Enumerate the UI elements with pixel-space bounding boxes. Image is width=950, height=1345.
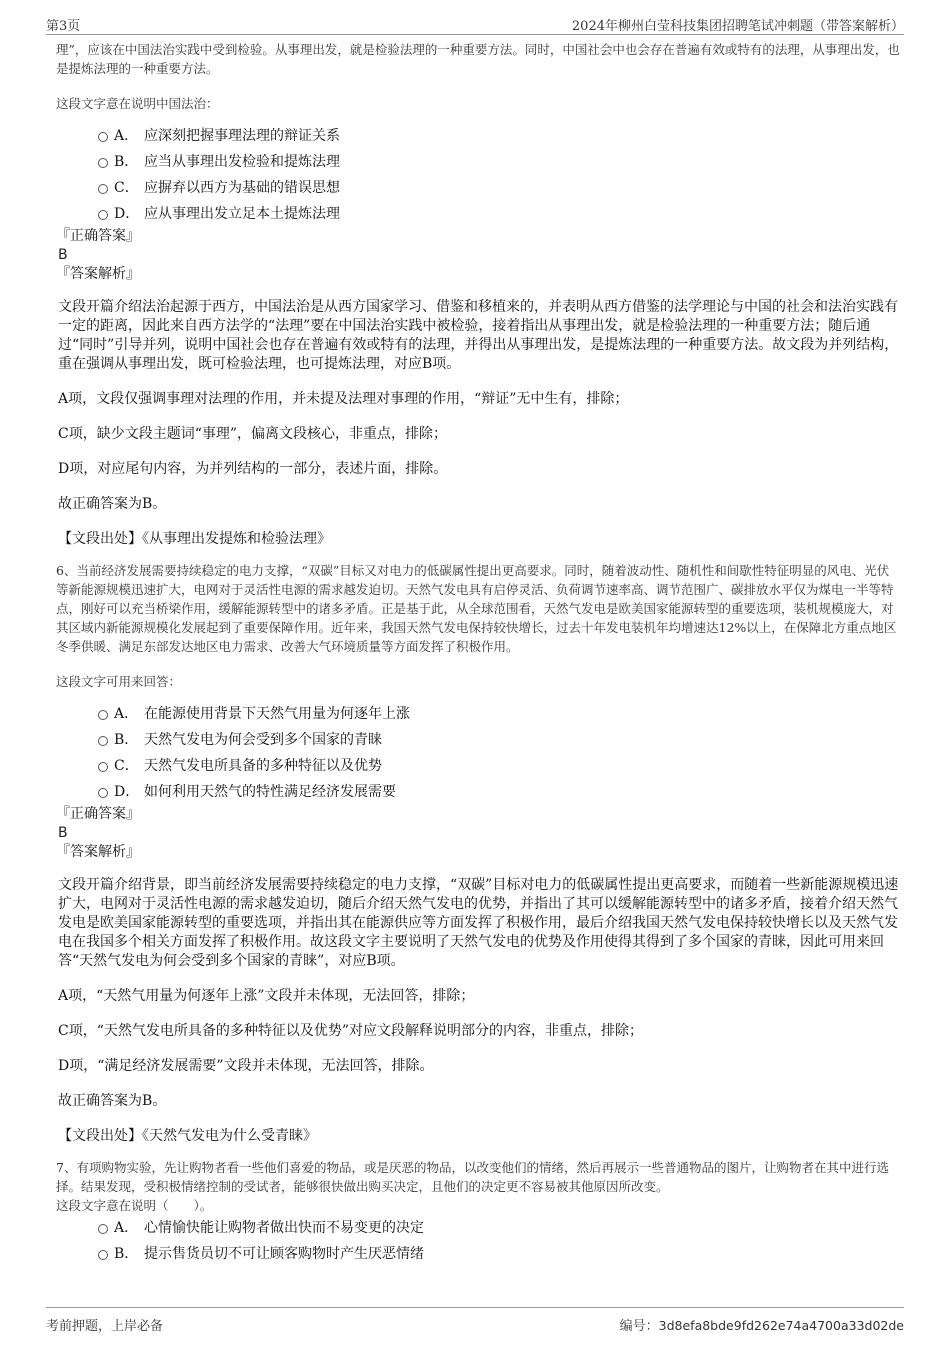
radio-icon[interactable] [98, 132, 108, 142]
option-text: 天然气发电为何会受到多个国家的青睐 [144, 732, 382, 748]
radio-icon[interactable] [98, 1224, 108, 1234]
radio-icon[interactable] [98, 762, 108, 772]
radio-icon[interactable] [98, 184, 108, 194]
explain-d: D项，“满足经济发展需要”文段并未体现，无法回答，排除。 [58, 1058, 434, 1074]
final-answer: 故正确答案为B。 [58, 1093, 167, 1109]
source-line: 【文段出处】《从事理出发提炼和检验法理》 [58, 531, 331, 547]
explain-a: A项，“天然气用量为何逐年上涨”文段并未体现，无法回答，排除； [58, 988, 475, 1004]
footer-slogan: 考前押题，上岸必备 [46, 1319, 164, 1334]
analysis-label: 『答案解析』 [56, 844, 140, 860]
radio-icon[interactable] [98, 158, 108, 168]
question-prompt: 这段文字可用来回答： [56, 674, 182, 689]
option-letter: D． [114, 206, 140, 222]
option-c[interactable] [56, 175, 900, 201]
document-code [620, 1315, 904, 1334]
option-letter: B． [114, 1246, 139, 1262]
option-letter: B． [114, 154, 139, 170]
radio-icon[interactable] [98, 736, 108, 746]
option-letter: B． [114, 732, 139, 748]
analysis-text: 文段开篇介绍法治起源于西方，中国法治是从西方国家学习、借鉴和移植来的，并表明从西方借鉴的法学理论与中国的社会和法治实践有一定的距离，因此来自西方法学的“法理”要在中国法治实践中被检验，接着指出从事理出发，就是检验法理的一种重要方法；随后通过“同时”引导并列，说明中国社会也存在普遍有效或特有的法理，并得出从事理出发，是提炼法理的一种重要方法。故文段为并列结构，重在强调从事理出发，既可检验法理，也可提炼法理，对应B项。 [58, 299, 899, 372]
option-letter: A． [114, 1220, 139, 1236]
code-label: 编号： [619, 1319, 659, 1334]
explain-c: C项，“天然气发电所具备的多种特征以及优势”对应文段解释说明部分的内容，非重点，排除； [58, 1023, 644, 1039]
option-text: 应当从事理出发检验和提炼法理 [144, 154, 340, 170]
option-b[interactable] [56, 149, 900, 175]
explain-a: A项，文段仅强调事理对法理的作用，并未提及法理对事理的作用，“辩证”无中生有，排除； [58, 391, 629, 407]
option-letter: A． [114, 706, 139, 722]
answer-label: 『正确答案』 [56, 806, 140, 822]
page-footer [46, 1307, 904, 1334]
radio-icon[interactable] [98, 788, 108, 798]
option-letter: C． [114, 758, 139, 774]
analysis-text: 文段开篇介绍背景，即当前经济发展需要持续稳定的电力支撑，“双碳”目标对电力的低碳属性提出更高要求，而随着一些新能源规模迅速扩大，电网对于灵活性电源的需求越发迫切，随后介绍天然气发电的优势，并指出了其可以缓解能源转型中的诸多矛盾，接着介绍天然气发电是欧美国家能源转型的重要选项，并指出其在能源供应等方面发挥了积极作用，最后介绍我国天然气发电保持较快增长以及天然气发电在我国多个相关方面发挥了积极作用。故这段文字主要说明了天然气发电的优势及作用使得其得到了多个国家的青睐，因此可用来回答“天然气发电为何会受到多个国家的青睐”，对应B项。 [58, 877, 899, 969]
explain-d: D项，对应尾句内容，为并列结构的一部分，表述片面，排除。 [58, 461, 448, 477]
option-text: 提示售货员切不可让顾客购物时产生厌恶情绪 [144, 1246, 424, 1262]
option-list [56, 123, 900, 227]
source-line: 【文段出处】《天然气发电为什么受青睐》 [58, 1128, 317, 1144]
answer-value: B [58, 825, 68, 841]
radio-icon[interactable] [98, 710, 108, 720]
option-text: 心情愉快能让购物者做出快而不易变更的决定 [144, 1220, 424, 1236]
option-letter: A． [114, 128, 139, 144]
question-5 [56, 40, 900, 549]
option-text: 天然气发电所具备的多种特征以及优势 [144, 758, 382, 774]
option-text: 应摒弃以西方为基础的错误思想 [144, 180, 340, 196]
radio-icon[interactable] [98, 210, 108, 220]
document-body [56, 40, 900, 1267]
option-a[interactable] [56, 701, 900, 727]
question-prompt: 这段文字意在说明（ ）。 [56, 1198, 213, 1213]
option-letter: D． [114, 784, 140, 800]
option-text: 应深刻把握事理法理的辩证关系 [144, 128, 340, 144]
question-passage: 7、有项购物实验，先让购物者看一些他们喜爱的物品，或是厌恶的物品，以改变他们的情绪，然后再展示一些普通物品的图片，让购物者在其中进行选择。结果发现，受积极情绪控制的受试者，能够很快做出购买决定，且他们的决定更不容易被其他原因所改变。 [56, 1160, 889, 1194]
option-list [56, 1215, 900, 1267]
option-c[interactable] [56, 753, 900, 779]
option-text: 应从事理出发立足本土提炼法理 [144, 206, 340, 222]
radio-icon[interactable] [98, 1250, 108, 1260]
question-prompt: 这段文字意在说明中国法治： [56, 96, 219, 111]
option-b[interactable] [56, 1241, 900, 1267]
page-number: 第3页 [46, 19, 81, 34]
option-text: 如何利用天然气的特性满足经济发展需要 [144, 784, 396, 800]
option-text: 在能源使用背景下天然气用量为何逐年上涨 [144, 706, 410, 722]
explain-c: C项，缺少文段主题词“事理”，偏离文段核心，非重点，排除； [58, 426, 448, 442]
option-list [56, 701, 900, 805]
option-d[interactable] [56, 201, 900, 227]
option-a[interactable] [56, 123, 900, 149]
document-title: 2024年柳州白莹科技集团招聘笔试冲刺题（带答案解析） [571, 19, 904, 34]
option-b[interactable] [56, 727, 900, 753]
code-value: 3d8efa8bde9fd262e74a4700a33d02de [658, 1318, 904, 1333]
passage-continuation: 理”，应该在中国法治实践中受到检验。从事理出发，就是检验法理的一种重要方法。同时，中国社会中也会存在普遍有效或特有的法理，从事理出发，也是提炼法理的一种重要方法。 [56, 42, 900, 76]
answer-value: B [58, 247, 68, 263]
option-a[interactable] [56, 1215, 900, 1241]
question-7 [56, 1158, 900, 1267]
option-letter: C． [114, 180, 139, 196]
question-6 [56, 561, 900, 1146]
analysis-label: 『答案解析』 [56, 266, 140, 282]
final-answer: 故正确答案为B。 [58, 496, 167, 512]
answer-label: 『正确答案』 [56, 228, 140, 244]
option-d[interactable] [56, 779, 900, 805]
question-passage: 6、当前经济发展需要持续稳定的电力支撑，“双碳”目标又对电力的低碳属性提出更高要求。同时，随着波动性、随机性和间歇性特征明显的风电、光伏等新能源规模迅速扩大，电网对于灵活性电源的需求越发迫切。天然气发电具有启停灵活、负荷调节速率高、调节范围广、碳排放水平仅为煤电一半等特点，刚好可以充当桥梁作用，缓解能源转型中的诸多矛盾。正是基于此，从全球范围看，天然气发电是欧美国家能源转型的重要选项，装机规模庞大，对其区域内新能源规模化发展起到了重要保障作用。近年来，我国天然气发电保持较快增长，过去十年发电装机年均增速达12%以上，在保障北方重点地区冬季供暖、满足东部发达地区电力需求、改善大气环境质量等方面发挥了积极作用。 [56, 563, 897, 654]
page-header [46, 12, 904, 35]
